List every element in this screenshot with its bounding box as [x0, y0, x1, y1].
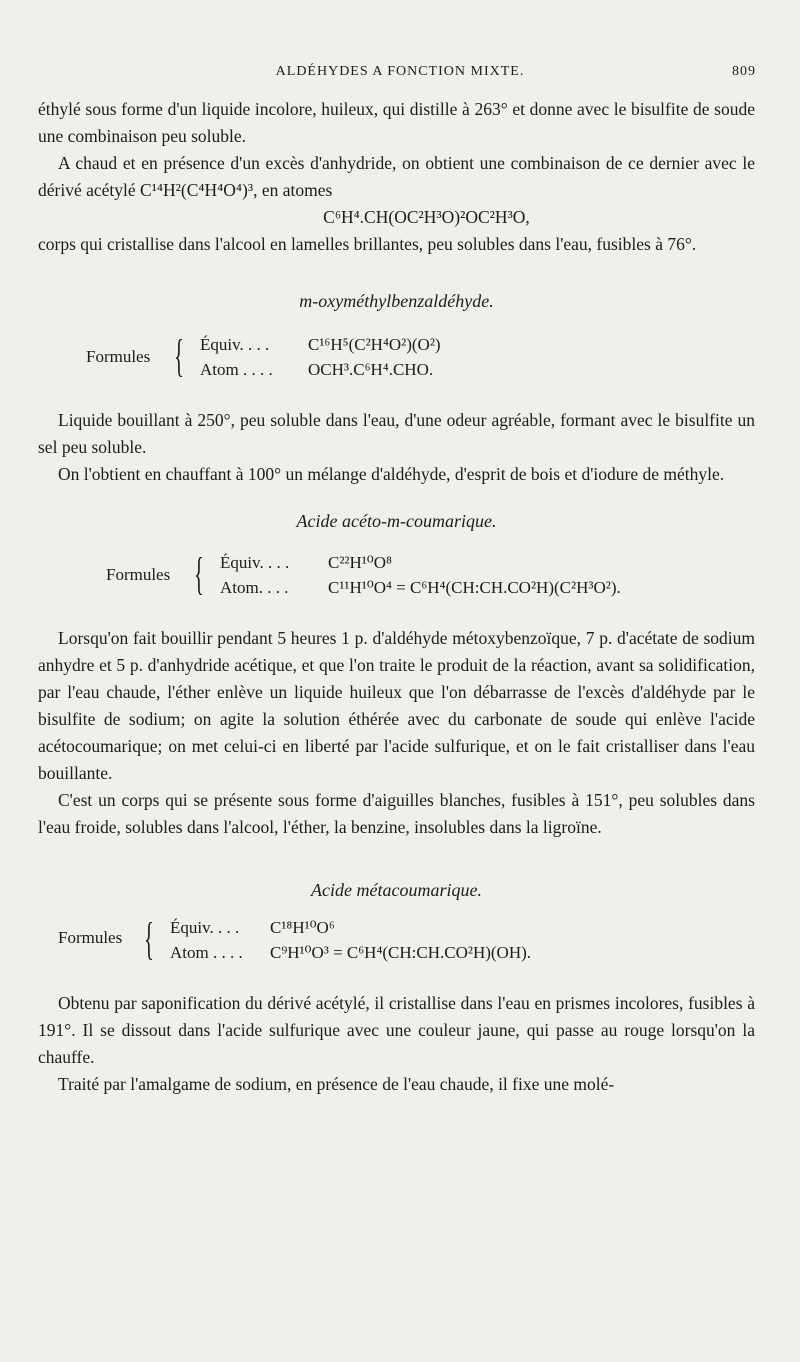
- formula-rows: [170, 916, 531, 966]
- atom-label: Atom. . . .: [220, 578, 289, 597]
- paragraph-intro-3: corps qui cristallise dans l'alcool en lamelles brillantes, peu solubles dans l'eau, fusibles à 76°.: [38, 234, 697, 254]
- atom-label: Atom . . . .: [170, 943, 243, 962]
- formula-row-atom: [200, 358, 441, 383]
- formula-rows: [200, 333, 441, 383]
- paragraph-intro-2: A chaud et en présence d'un excès d'anhydride, on obtient une combinaison de ce dernier avec le dérivé acétylé C¹⁴H²(C⁴H⁴O⁴)³, en atomes: [38, 153, 755, 200]
- running-header: [0, 64, 800, 84]
- formula-rows: [220, 551, 621, 601]
- paragraph-intro-1: éthylé sous forme d'un liquide incolore, huileux, qui distille à 263° et donne avec le bisulfite de soude une combinaison peu soluble.: [38, 99, 755, 146]
- formula-block-2: [38, 549, 755, 603]
- equiv-formula: C²²H¹⁰O⁸: [328, 553, 392, 572]
- brace-glyph: {: [174, 330, 184, 381]
- atom-label: Atom . . . .: [200, 360, 273, 379]
- formula-block-3: [38, 914, 755, 968]
- formula-row-equiv: [220, 551, 621, 576]
- paragraph-s1-2: On l'obtient en chauffant à 100° un mélange d'aldéhyde, d'esprit de bois et d'iodure de méthyle.: [58, 464, 725, 484]
- atom-formula: C⁹H¹⁰O³ = C⁶H⁴(CH:CH.CO²H)(OH).: [270, 943, 532, 962]
- formula-row-equiv: [170, 916, 531, 941]
- paragraph-s3-2: Traité par l'amalgame de sodium, en présence de l'eau chaude, il fixe une molé-: [58, 1074, 615, 1094]
- paragraph-s2-2: C'est un corps qui se présente sous forme d'aiguilles blanches, fusibles à 151°, peu solubles dans l'eau froide, solubles dans l'alcool, l'éther, la benzine, insolubles dans la ligroïne.: [38, 790, 755, 837]
- brace-glyph: {: [194, 548, 204, 599]
- paragraph-s3-1: Obtenu par saponification du dérivé acétylé, il cristallise dans l'eau en prismes incolores, fusibles à 191°. Il se dissout dans l'acide sulfurique avec une couleur jaune, qui passe au rouge lorsqu'on la chauffe.: [38, 993, 755, 1067]
- atomic-formula: C⁶H⁴.CH(OC²H³O)²OC²H³O,: [323, 207, 530, 227]
- paragraph-s2-1: Lorsqu'on fait bouillir pendant 5 heures 1 p. d'aldéhyde métoxybenzoïque, 7 p. d'acétate de sodium anhydre et 5 p. d'anhydride acétique, et que l'on traite le produit de la réaction, avant sa solidification, par l'eau chaude, l'éther enlève un liquide huileux que l'on débarrasse de l'excès d'aldéhyde par le bisulfite de sodium; on agite la solution éthérée avec du carbonate de soude qui enlève l'acide acétocoumarique; on met celui-ci en liberté par l'acide sulfurique, et on le fait cristalliser dans l'eau bouillante.: [38, 628, 755, 783]
- section-title-metacoumaric-acid: Acide métacoumarique.: [311, 880, 482, 900]
- formula-row-atom: [220, 576, 621, 601]
- atom-formula: OCH³.C⁶H⁴.CHO.: [308, 360, 434, 379]
- formula-block-1: [38, 331, 755, 385]
- page-body: [38, 96, 755, 1098]
- formula-row-atom: [170, 941, 531, 966]
- atom-formula: C¹¹H¹⁰O⁴ = C⁶H⁴(CH:CH.CO²H)(C²H³O²).: [328, 578, 621, 597]
- formulas-label: Formules: [58, 928, 123, 947]
- formula-row-equiv: [200, 333, 441, 358]
- page-number: 809: [732, 64, 756, 79]
- paragraph-s1-1: Liquide bouillant à 250°, peu soluble dans l'eau, d'une odeur agréable, formant avec le bisulfite un sel peu soluble.: [38, 410, 755, 457]
- equiv-formula: C¹⁶H⁵(C²H⁴O²)(O²): [308, 335, 441, 354]
- equiv-label: Équiv. . . .: [170, 918, 240, 937]
- section-title-oxymethylbenzaldehyde: m-oxyméthylbenzaldéhyde.: [299, 291, 494, 311]
- formulas-label: Formules: [86, 347, 151, 366]
- equiv-label: Équiv. . . .: [200, 335, 270, 354]
- equiv-formula: C¹⁸H¹⁰O⁶: [270, 918, 335, 937]
- running-title: ALDÉHYDES A FONCTION MIXTE.: [275, 64, 525, 79]
- section-title-aceto-coumaric-acid: Acide acéto-m-coumarique.: [296, 511, 497, 531]
- formulas-label: Formules: [106, 565, 171, 584]
- equiv-label: Équiv. . . .: [220, 553, 290, 572]
- brace-glyph: {: [144, 913, 154, 964]
